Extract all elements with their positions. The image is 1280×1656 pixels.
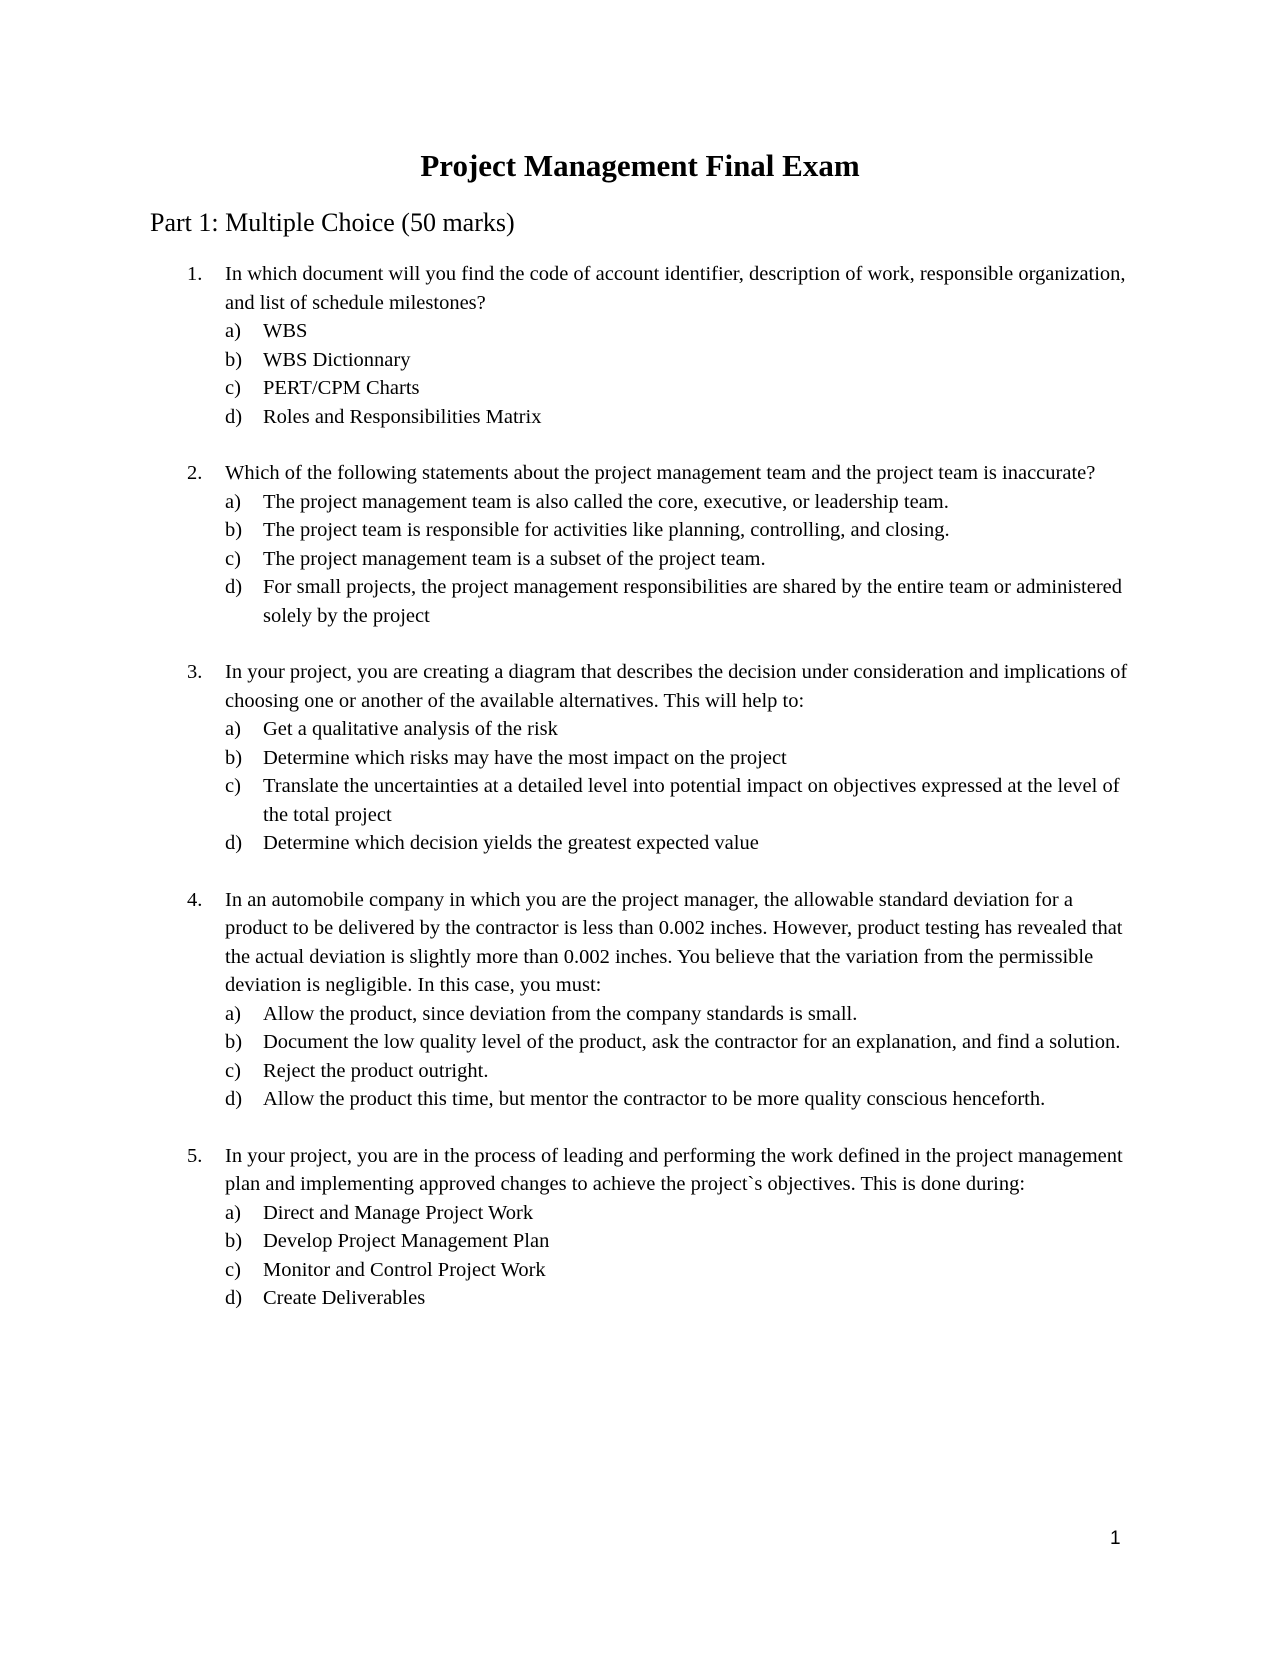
page-title: Project Management Final Exam <box>420 148 860 183</box>
option-text: Translate the uncertainties at a detailed level into potential impact on objectives expressed at the level of the total project <box>263 775 1120 826</box>
option-list <box>0 317 1280 431</box>
option-b <box>0 346 1280 375</box>
question-4 <box>0 886 1280 1114</box>
question-text: Which of the following statements about the project management team and the project team is inaccurate? <box>225 462 1096 484</box>
option-letter: d) <box>225 1088 243 1110</box>
question-2 <box>0 459 1280 630</box>
question-text: In your project, you are in the process of leading and performing the work defined in the project management plan and implementing approved changes to achieve the project`s objectives. This is done during: <box>225 1144 1123 1195</box>
question-number: 5. <box>187 1144 203 1167</box>
option-letter: c) <box>225 1059 241 1082</box>
option-letter: b) <box>225 519 243 541</box>
option-text: Monitor and Control Project Work <box>263 1258 546 1281</box>
option-text: Roles and Responsibilities Matrix <box>263 405 542 428</box>
option-d <box>0 403 1280 432</box>
option-d <box>0 573 1280 630</box>
option-text: Develop Project Management Plan <box>263 1230 550 1252</box>
question-3 <box>0 658 1280 858</box>
question-text: In which document will you find the code of account identifier, description of work, responsible organization, and list of schedule milestones? <box>225 263 1126 314</box>
option-list <box>0 1199 1280 1313</box>
option-letter: a) <box>225 1201 241 1224</box>
option-text: Allow the product, since deviation from the company standards is small. <box>263 1002 858 1025</box>
option-letter: b) <box>225 1230 243 1252</box>
option-text: Reject the product outright. <box>263 1059 489 1082</box>
question-number: 4. <box>187 888 203 911</box>
option-letter: b) <box>225 746 243 769</box>
option-text: WBS Dictionnary <box>263 348 411 371</box>
option-text: Create Deliverables <box>263 1287 426 1309</box>
option-letter: d) <box>225 1287 243 1309</box>
option-d <box>0 829 1280 858</box>
option-c <box>0 374 1280 403</box>
option-a <box>0 1000 1280 1029</box>
option-letter: d) <box>225 832 243 854</box>
option-b <box>0 744 1280 773</box>
option-letter: c) <box>225 377 241 399</box>
option-letter: a) <box>225 320 241 342</box>
option-text: Get a qualitative analysis of the risk <box>263 718 558 740</box>
question-number: 1. <box>187 263 203 285</box>
option-d <box>0 1284 1280 1313</box>
page-number: 1 <box>1110 1528 1121 1549</box>
option-text: The project management team is a subset of the project team. <box>263 547 766 570</box>
option-a <box>0 317 1280 346</box>
option-text: WBS <box>263 320 308 342</box>
option-c <box>0 1256 1280 1285</box>
option-a <box>0 715 1280 744</box>
option-letter: d) <box>225 576 243 598</box>
option-a <box>0 1199 1280 1228</box>
question-1 <box>0 260 1280 431</box>
question-text: In your project, you are creating a diagram that describes the decision under consideration and implications of choosing one or another of the available alternatives. This will help to: <box>225 661 1128 712</box>
question-text: In an automobile company in which you are the project manager, the allowable standard deviation for a product to be delivered by the contractor is less than 0.002 inches. However, product testing has revealed that the actual deviation is slightly more than 0.002 inches. You believe that the variation from the permissible deviation is negligible. In this case, you must: <box>225 888 1123 996</box>
option-letter: c) <box>225 547 241 570</box>
option-b <box>0 1227 1280 1256</box>
option-letter: b) <box>225 1031 243 1053</box>
option-letter: b) <box>225 348 243 371</box>
option-letter: a) <box>225 1002 241 1025</box>
option-text: Direct and Manage Project Work <box>263 1201 534 1224</box>
part-heading: Part 1: Multiple Choice (50 marks) <box>150 208 515 237</box>
option-text: The project team is responsible for activities like planning, controlling, and closing. <box>263 519 950 541</box>
option-text: Allow the product this time, but mentor the contractor to be more quality conscious henceforth. <box>263 1088 1046 1110</box>
option-letter: d) <box>225 405 243 428</box>
question-number: 2. <box>187 462 203 484</box>
option-text: Determine which risks may have the most impact on the project <box>263 746 787 769</box>
option-text: The project management team is also called the core, executive, or leadership team. <box>263 490 949 513</box>
question-5 <box>0 1142 1280 1313</box>
question-list <box>0 260 1280 1341</box>
option-a <box>0 488 1280 517</box>
option-d <box>0 1085 1280 1114</box>
option-text: PERT/CPM Charts <box>263 377 420 399</box>
option-c <box>0 1057 1280 1086</box>
option-c <box>0 545 1280 574</box>
option-b <box>0 516 1280 545</box>
option-b <box>0 1028 1280 1057</box>
option-text: For small projects, the project management responsibilities are shared by the entire team or administered solely by the project <box>263 576 1123 627</box>
option-letter: a) <box>225 718 241 740</box>
option-letter: c) <box>225 775 241 797</box>
option-letter: a) <box>225 490 241 513</box>
option-list <box>0 1000 1280 1114</box>
option-letter: c) <box>225 1258 241 1281</box>
option-list <box>0 488 1280 631</box>
option-text: Determine which decision yields the greatest expected value <box>263 832 759 854</box>
option-text: Document the low quality level of the product, ask the contractor for an explanation, and find a solution. <box>263 1031 1121 1053</box>
option-list <box>0 715 1280 858</box>
option-c <box>0 772 1280 829</box>
question-number: 3. <box>187 661 203 683</box>
